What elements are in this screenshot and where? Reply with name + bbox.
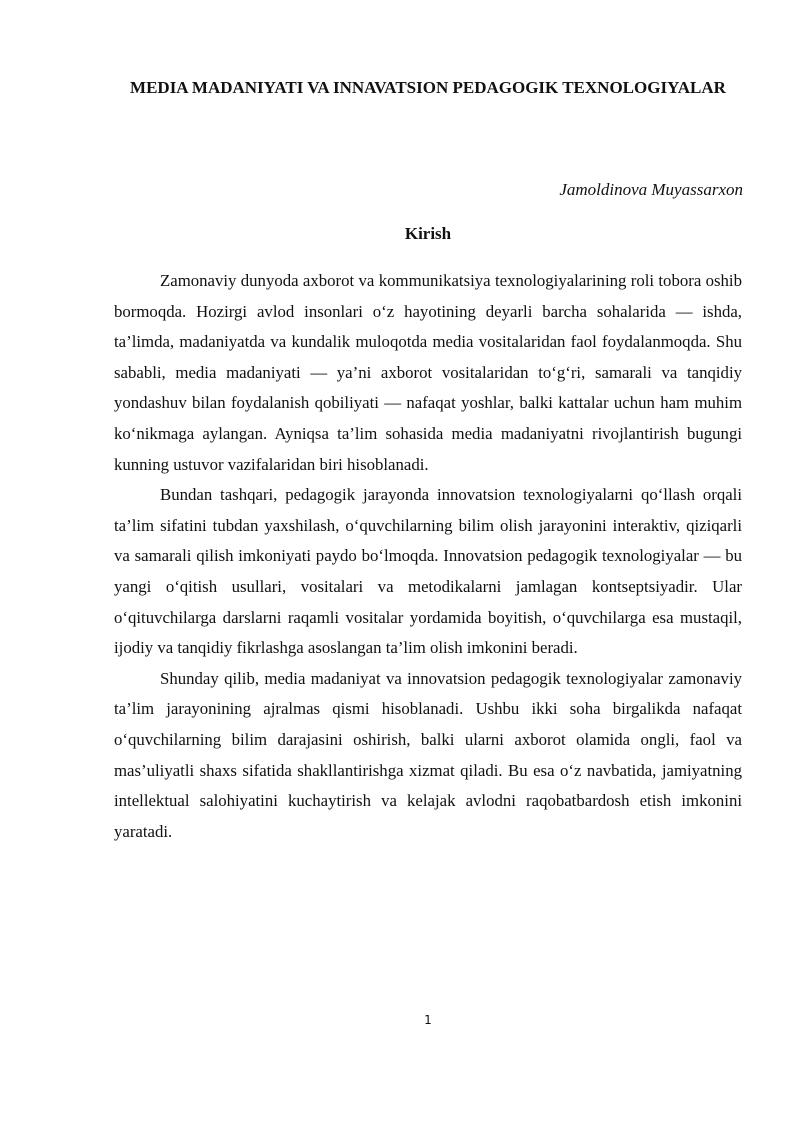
document-title: MEDIA MADANIYATI VA INNAVATSION PEDAGOGIK TEXNOLOGIYALAR — [130, 78, 726, 97]
body-text — [114, 266, 742, 847]
paragraph: Shunday qilib, media madaniyat va innovatsion pedagogik texnologiyalar zamonaviy ta’lim jarayonining ajralmas qismi hisoblanadi. Ushbu ikki soha birgalikda nafaqat o‘quvchilarning bilim darajasini oshirish, balki ularni axborot olamida ongli, faol va mas’uliyatli shaxs sifatida shakllantirishga xizmat qiladi. Bu esa o‘z navbatida, jamiyatning intellektual salohiyatini kuchaytirish va kelajak avlodni raqobatbardosh etish imkonini yaratadi. — [114, 668, 742, 841]
author-name: Jamoldinova Muyassarxon — [559, 180, 743, 199]
paragraph: Zamonaviy dunyoda axborot va kommunikatsiya texnologiyalarining roli tobora oshib bormoqda. Hozirgi avlod insonlari o‘z hayotining deyarli barcha sohalarida — ishda, ta’limda, madaniyatda va kundalik muloqotda media vositalaridan faol foydalanmoqda. Shu sababli, media madaniyati — ya’ni axborot vositalaridan to‘g‘ri, samarali va tanqidiy yondashuv bilan foydalanish qobiliyati — nafaqat yoshlar, balki kattalar uchun ham muhim ko‘nikmaga aylangan. Ayniqsa ta’lim sohasida media madaniyatni rivojlantirish bugungi kunning ustuvor vazifalaridan biri hisoblanadi. — [114, 271, 742, 474]
page-number: 1 — [424, 1013, 432, 1027]
paragraph: Bundan tashqari, pedagogik jarayonda innovatsion texnologiyalarni qo‘llash orqali ta’lim sifatini tubdan yaxshilash, o‘quvchilarning bilim olish jarayonini interaktiv, qiziqarli va samarali qilish imkoniyati paydo bo‘lmoqda. Innovatsion pedagogik texnologiyalar — bu yangi o‘qitish usullari, vositalari va metodikalarni jamlagan kontseptsiyadir. Ular o‘qituvchilarga darslarni raqamli vositalar yordamida boyitish, o‘quvchilarga esa mustaqil, ijodiy va tanqidiy fikrlashga asoslangan ta’lim olish imkonini beradi. — [114, 485, 742, 658]
section-heading: Kirish — [404, 224, 452, 243]
